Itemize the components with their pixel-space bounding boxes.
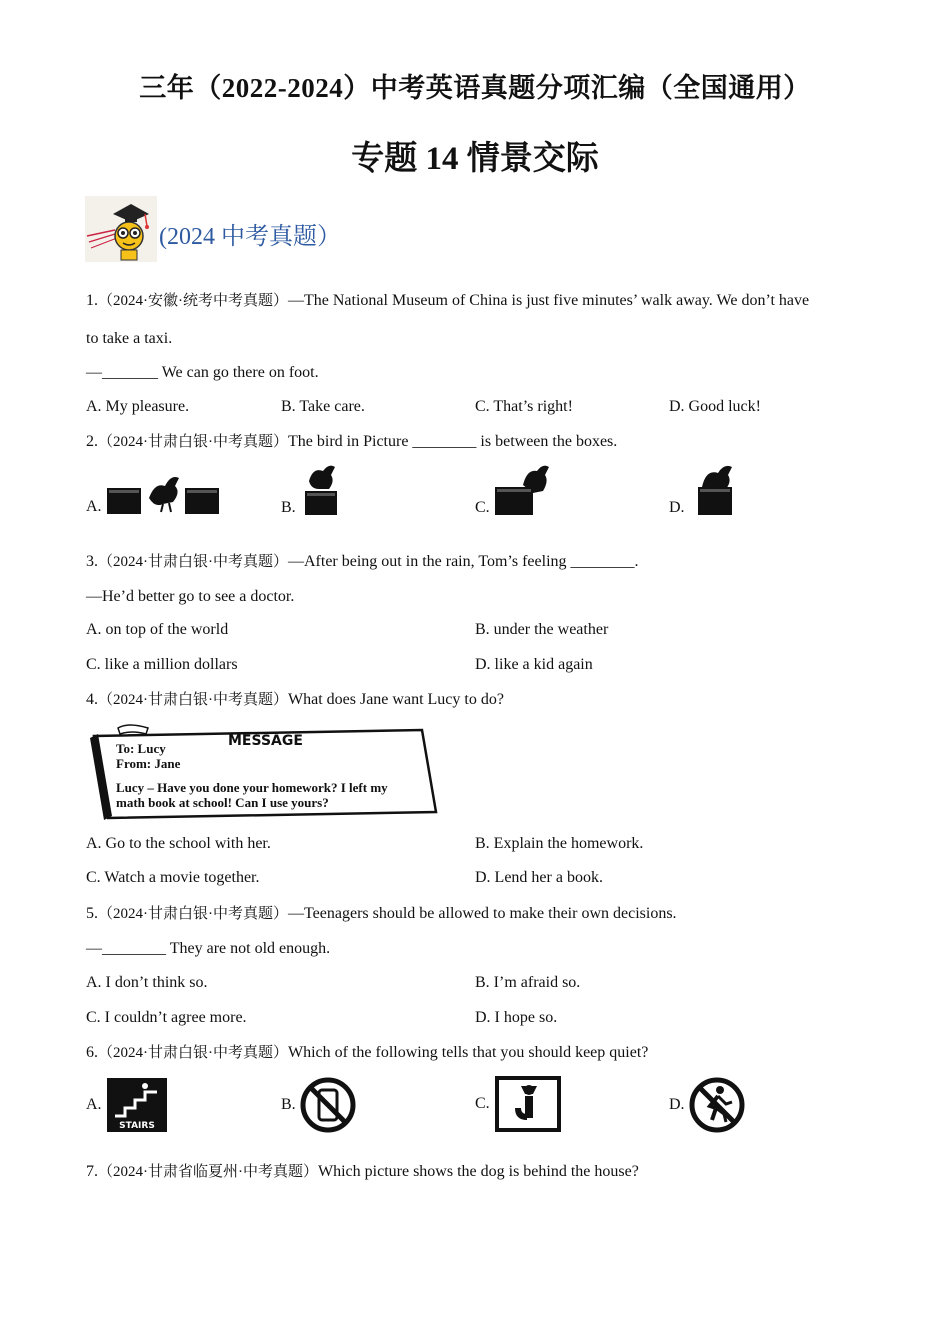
option-d[interactable]: D. Good luck!	[669, 398, 761, 415]
option-label: C.	[475, 1095, 490, 1112]
question-number: 5.	[86, 905, 98, 922]
option-c-picture[interactable]	[475, 463, 551, 517]
option-label: A.	[86, 498, 102, 515]
option-label: D.	[669, 1096, 685, 1113]
option-label: C.	[475, 499, 490, 516]
question-text: What does Jane want Lucy to do?	[288, 691, 504, 708]
bird-between-boxes-icon	[105, 468, 223, 516]
question-source: （2024·安徽·统考中考真题）	[98, 293, 288, 309]
option-label: B.	[281, 499, 296, 516]
question-3-stem	[86, 552, 639, 572]
option-b-picture[interactable]	[281, 463, 343, 517]
question-number: 3.	[86, 553, 98, 570]
message-to: To: Lucy	[116, 741, 166, 756]
graduate-mascot-icon	[85, 196, 157, 262]
option-label: B.	[281, 1096, 296, 1113]
question-text: The bird in Picture ________ is between the boxes.	[288, 433, 618, 450]
option-a-picture[interactable]	[86, 1076, 169, 1134]
question-text: —After being out in the rain, Tom’s feeling ________.	[288, 553, 639, 570]
question-number: 7.	[86, 1163, 98, 1180]
message-note	[88, 722, 440, 820]
message-from: From: Jane	[116, 756, 181, 771]
question-1-stem	[86, 291, 809, 311]
question-text: —Teenagers should be allowed to make their own decisions.	[288, 905, 677, 922]
stairs-label: STAIRS	[118, 1121, 155, 1131]
question-number: 2.	[86, 433, 98, 450]
option-a[interactable]: A. I don’t think so.	[86, 974, 208, 991]
question-number: 1.	[86, 292, 98, 309]
option-d[interactable]: D. I hope so.	[475, 1009, 558, 1026]
question-4-stem	[86, 690, 504, 710]
question-source: （2024·甘肃省临夏州·中考真题）	[98, 1164, 318, 1180]
option-c[interactable]: C. Watch a movie together.	[86, 869, 260, 886]
option-label: A.	[86, 1096, 102, 1113]
option-b[interactable]: B. under the weather	[475, 621, 609, 638]
question-source: （2024·甘肃白银·中考真题）	[98, 434, 288, 450]
message-body-line2: math book at school! Can I use yours?	[116, 795, 329, 810]
question-source: （2024·甘肃白银·中考真题）	[98, 1045, 288, 1061]
option-a[interactable]: A. Go to the school with her.	[86, 835, 271, 852]
question-source: （2024·甘肃白银·中考真题）	[98, 692, 288, 708]
option-d[interactable]: D. like a kid again	[475, 656, 593, 673]
message-heading: MESSAGE	[228, 733, 303, 749]
bird-in-box-icon	[688, 463, 738, 517]
message-body-line1: Lucy – Have you done your homework? I left my	[116, 780, 388, 795]
question-text: —The National Museum of China is just five minutes’ walk away. We don’t have	[288, 292, 810, 309]
option-label: D.	[669, 499, 685, 516]
question-number: 6.	[86, 1044, 98, 1061]
document-title: 三年（2022-2024）中考英语真题分项汇编（全国通用）	[139, 73, 811, 103]
question-1-reply: —_______ We can go there on foot.	[86, 364, 319, 381]
question-5-stem	[86, 904, 677, 924]
person-sign-icon	[493, 1074, 563, 1134]
bird-on-box-icon	[299, 463, 343, 517]
question-text: Which picture shows the dog is behind the house?	[318, 1163, 639, 1180]
question-2-stem	[86, 432, 617, 452]
question-3-reply: —He’d better go to see a doctor.	[86, 588, 295, 605]
option-b[interactable]: B. I’m afraid so.	[475, 974, 581, 991]
section-header	[85, 196, 341, 262]
question-6-stem	[86, 1043, 648, 1063]
no-running-sign-icon	[688, 1076, 746, 1134]
topic-title: 专题 14 情景交际	[351, 141, 599, 177]
option-a[interactable]: A. on top of the world	[86, 621, 229, 638]
stairs-sign-icon	[105, 1076, 169, 1134]
option-b-picture[interactable]	[281, 1076, 357, 1134]
option-d-picture[interactable]	[669, 463, 738, 517]
option-a-picture[interactable]	[86, 468, 223, 516]
option-c-picture[interactable]	[475, 1074, 563, 1134]
option-c[interactable]: C. I couldn’t agree more.	[86, 1009, 247, 1026]
question-source: （2024·甘肃白银·中考真题）	[98, 554, 288, 570]
option-c[interactable]: C. like a million dollars	[86, 656, 238, 673]
question-text: Which of the following tells that you should keep quiet?	[288, 1044, 649, 1061]
bird-behind-box-icon	[493, 463, 551, 517]
question-source: （2024·甘肃白银·中考真题）	[98, 906, 288, 922]
section-label: (2024 中考真题）	[159, 223, 341, 250]
question-1-stem-cont: to take a taxi.	[86, 330, 173, 347]
no-phone-sign-icon	[299, 1076, 357, 1134]
option-d[interactable]: D. Lend her a book.	[475, 869, 603, 886]
option-c[interactable]: C. That’s right!	[475, 398, 573, 415]
option-b[interactable]: B. Take care.	[281, 398, 365, 415]
option-d-picture[interactable]	[669, 1076, 746, 1134]
question-7-stem	[86, 1162, 639, 1182]
option-a[interactable]: A. My pleasure.	[86, 398, 190, 415]
option-b[interactable]: B. Explain the homework.	[475, 835, 644, 852]
question-number: 4.	[86, 691, 98, 708]
question-5-reply: —________ They are not old enough.	[86, 940, 331, 957]
